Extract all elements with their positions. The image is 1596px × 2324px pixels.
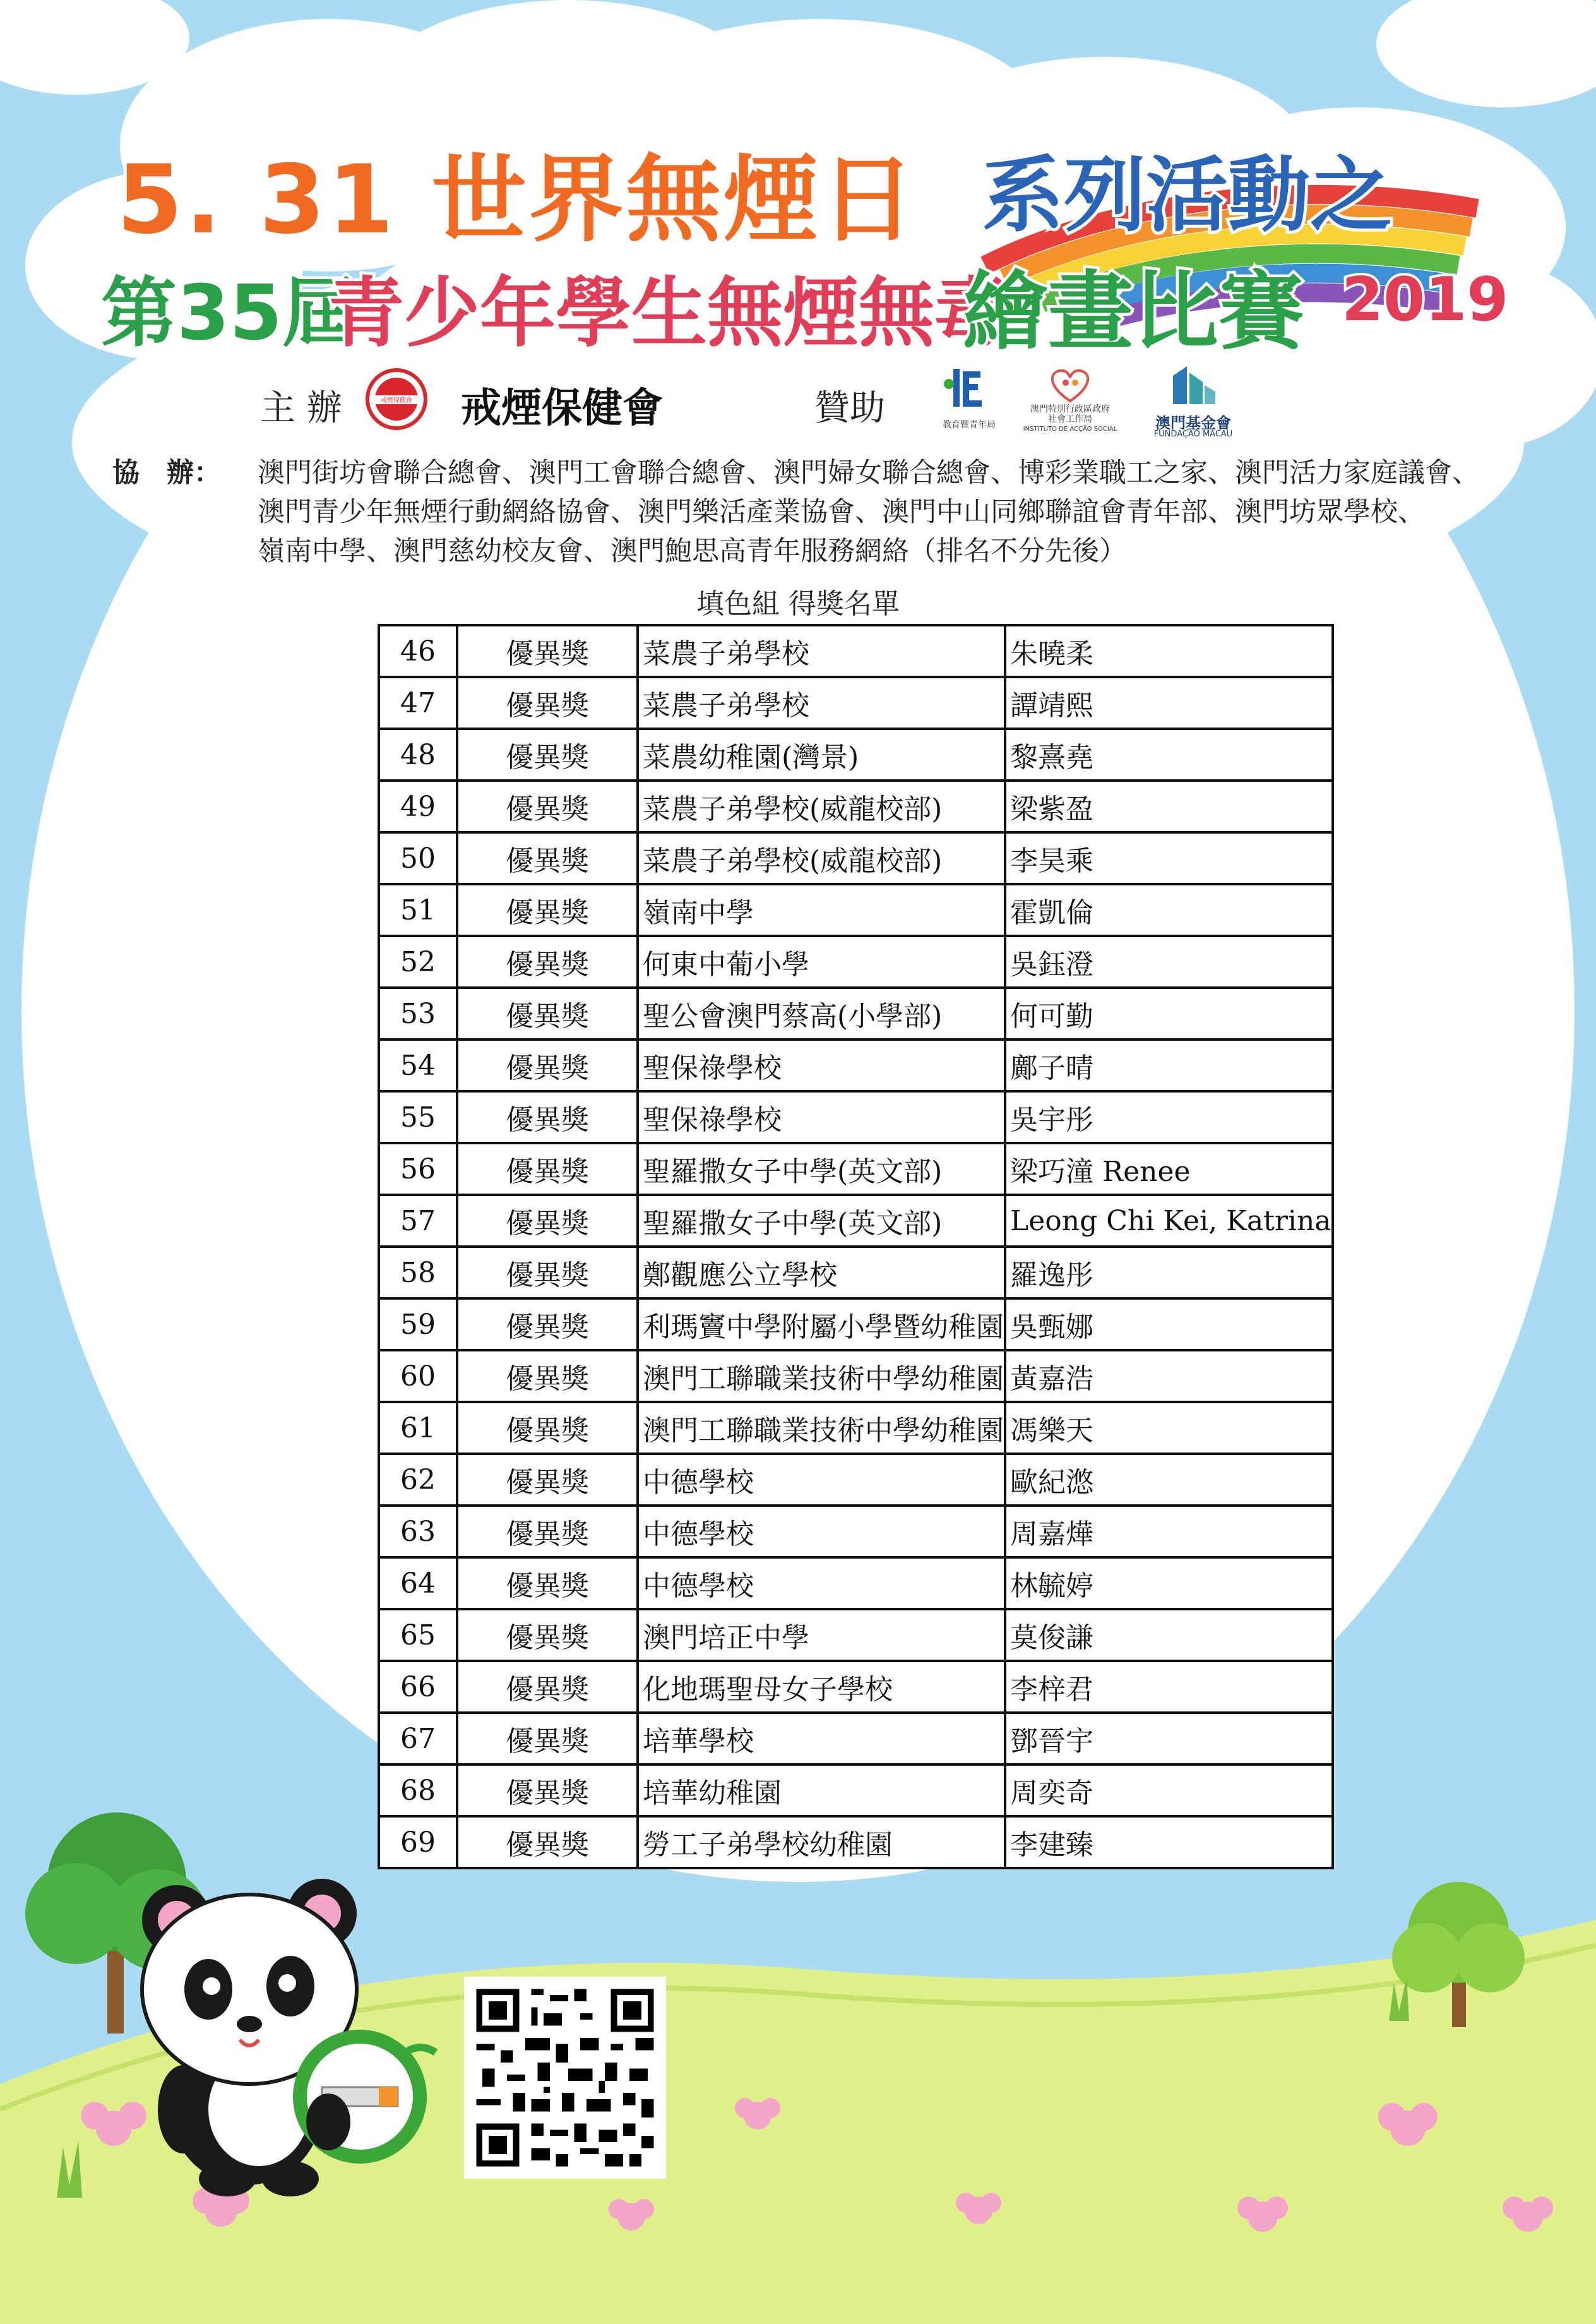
table-row [379, 1661, 1333, 1713]
award-number: 61 [379, 1402, 457, 1454]
award-level: 優異獎 [457, 1557, 638, 1609]
award-winner: 何可勤 [1005, 988, 1333, 1039]
sponsor-label: 贊助 [814, 388, 885, 429]
table-row [379, 1713, 1333, 1764]
table-row [379, 1506, 1333, 1557]
table-row [379, 625, 1333, 677]
title-series: 系列活動之 [982, 147, 1393, 243]
award-level: 優異獎 [457, 832, 638, 884]
award-number: 56 [379, 1143, 457, 1195]
host-name: 戒煙保健會 [461, 385, 663, 432]
award-number: 48 [379, 729, 457, 781]
award-number: 65 [379, 1609, 457, 1661]
award-level: 優異獎 [457, 1764, 638, 1816]
award-winner: 吳甄娜 [1005, 1298, 1333, 1350]
award-winner: 吳鈺澄 [1005, 936, 1333, 988]
award-level: 優異獎 [457, 936, 638, 988]
sponsor-fmac-logo [1168, 363, 1218, 407]
award-school: 聖保祿學校 [638, 1039, 1005, 1091]
award-level: 優異獎 [457, 1247, 638, 1298]
award-number: 68 [379, 1764, 457, 1816]
award-level: 優異獎 [457, 781, 638, 832]
award-school: 澳門培正中學 [638, 1609, 1005, 1661]
award-level: 優異獎 [457, 1609, 638, 1661]
award-winner: 霍凱倫 [1005, 884, 1333, 936]
award-school: 菜農子弟學校 [638, 677, 1005, 729]
sponsor-ias-line1: 澳門特別行政區政府 [1030, 404, 1110, 414]
table-row [379, 1350, 1333, 1402]
coorganizers-line: 澳門青少年無煙行動網絡協會、澳門樂活產業協會、澳門中山同鄉聯誼會青年部、澳門坊眾學校、 [258, 496, 1425, 528]
award-number: 67 [379, 1713, 457, 1764]
awards-table [378, 624, 1334, 1869]
awards-table-body [379, 625, 1333, 1868]
award-school: 菜農子弟學校(威龍校部) [638, 781, 1005, 832]
award-winner: 鄺子晴 [1005, 1039, 1333, 1091]
award-winner: 李建臻 [1005, 1816, 1333, 1868]
award-number: 57 [379, 1195, 457, 1247]
coorganizers-list [258, 453, 1596, 571]
award-number: 66 [379, 1661, 457, 1713]
award-level: 優異獎 [457, 1350, 638, 1402]
table-row [379, 1816, 1333, 1868]
award-school: 聖保祿學校 [638, 1091, 1005, 1143]
table-row [379, 1091, 1333, 1143]
award-number: 46 [379, 625, 457, 677]
award-school: 中德學校 [638, 1454, 1005, 1506]
award-number: 59 [379, 1298, 457, 1350]
award-level: 優異獎 [457, 1143, 638, 1195]
table-row [379, 988, 1333, 1039]
award-winner: 朱曉柔 [1005, 625, 1333, 677]
award-level: 優異獎 [457, 1039, 638, 1091]
coorganizers-line: 澳門街坊會聯合總會、澳門工會聯合總會、澳門婦女聯合總會、博彩業職工之家、澳門活力家庭議會、 [258, 457, 1479, 489]
award-winner: 馮樂天 [1005, 1402, 1333, 1454]
award-level: 優異獎 [457, 729, 638, 781]
coorganizers-label: 協 辦： [112, 457, 221, 489]
award-level: 優異獎 [457, 1091, 638, 1143]
award-winner: 黃嘉浩 [1005, 1350, 1333, 1402]
title-subtitle: 青少年學生無煙無毒 [328, 270, 1010, 357]
award-school: 培華學校 [638, 1713, 1005, 1764]
table-row [379, 729, 1333, 781]
host-label: 主 辦 [260, 388, 342, 429]
table-row [379, 1039, 1333, 1091]
award-level: 優異獎 [457, 1402, 638, 1454]
award-school: 鄭觀應公立學校 [638, 1247, 1005, 1298]
award-number: 60 [379, 1350, 457, 1402]
award-number: 69 [379, 1816, 457, 1868]
award-winner: 羅逸彤 [1005, 1247, 1333, 1298]
sponsor-ias-logo [1045, 366, 1095, 404]
coorganizers-line: 嶺南中學、澳門慈幼校友會、澳門鮑思高青年服務網絡（排名不分先後） [258, 536, 1126, 567]
award-school: 中德學校 [638, 1557, 1005, 1609]
table-row [379, 1557, 1333, 1609]
award-school: 菜農子弟學校 [638, 625, 1005, 677]
table-row [379, 1143, 1333, 1195]
award-winner: 周嘉燁 [1005, 1506, 1333, 1557]
award-level: 優異獎 [457, 1506, 638, 1557]
award-winner: 周奕奇 [1005, 1764, 1333, 1816]
award-winner: 李梓君 [1005, 1661, 1333, 1713]
table-row [379, 1454, 1333, 1506]
table-row [379, 1764, 1333, 1816]
table-row [379, 884, 1333, 936]
award-level: 優異獎 [457, 1454, 638, 1506]
sponsor-ias-text [1016, 404, 1124, 434]
award-school: 澳門工聯職業技術中學幼稚園 [638, 1350, 1005, 1402]
award-number: 54 [379, 1039, 457, 1091]
award-number: 55 [379, 1091, 457, 1143]
award-winner: 黎熹堯 [1005, 729, 1333, 781]
host-logo-text: 戒煙保健會 [381, 397, 412, 404]
award-winner: 林毓婷 [1005, 1557, 1333, 1609]
table-row [379, 1402, 1333, 1454]
award-school: 何東中葡小學 [638, 936, 1005, 988]
title-contest: 繪畫比賽 [963, 262, 1304, 361]
award-school: 菜農幼稚園(灣景) [638, 729, 1005, 781]
award-winner: 梁巧潼 Renee [1005, 1143, 1333, 1195]
award-winner: Leong Chi Kei, Katrina [1005, 1195, 1333, 1247]
panda-mascot [133, 1844, 461, 2198]
award-level: 優異獎 [457, 1713, 638, 1764]
host-logo [365, 368, 428, 431]
award-school: 培華幼稚園 [638, 1764, 1005, 1816]
table-row [379, 1609, 1333, 1661]
table-row [379, 1298, 1333, 1350]
award-winner: 吳宇彤 [1005, 1091, 1333, 1143]
award-number: 62 [379, 1454, 457, 1506]
sponsor-fmac-name: 澳門基金會 [1155, 414, 1231, 432]
award-level: 優異獎 [457, 884, 638, 936]
table-row [379, 677, 1333, 729]
award-school: 聖羅撒女子中學(英文部) [638, 1143, 1005, 1195]
award-winner: 梁紫盈 [1005, 781, 1333, 832]
award-number: 50 [379, 832, 457, 884]
qr-code[interactable] [464, 1977, 666, 2179]
award-level: 優異獎 [457, 677, 638, 729]
award-level: 優異獎 [457, 988, 638, 1039]
table-row [379, 781, 1333, 832]
award-level: 優異獎 [457, 1298, 638, 1350]
award-number: 49 [379, 781, 457, 832]
award-winner: 莫俊謙 [1005, 1609, 1333, 1661]
sponsor-ias-line3: INSTITUTO DE ACÇÃO SOCIAL [1023, 426, 1117, 433]
award-number: 47 [379, 677, 457, 729]
award-winner: 譚靖熙 [1005, 677, 1333, 729]
table-caption: 填色組 得獎名單 [696, 588, 900, 620]
award-level: 優異獎 [457, 1816, 638, 1868]
award-school: 化地瑪聖母女子學校 [638, 1661, 1005, 1713]
award-level: 優異獎 [457, 1195, 638, 1247]
award-school: 中德學校 [638, 1506, 1005, 1557]
award-school: 菜農子弟學校(威龍校部) [638, 832, 1005, 884]
award-level: 優異獎 [457, 1661, 638, 1713]
award-number: 63 [379, 1506, 457, 1557]
award-number: 58 [379, 1247, 457, 1298]
table-row [379, 1195, 1333, 1247]
award-number: 51 [379, 884, 457, 936]
award-winner: 歐紀滺 [1005, 1454, 1333, 1506]
award-number: 53 [379, 988, 457, 1039]
title-main: 5. 31 世界無煙日 [117, 145, 918, 255]
award-school: 聖公會澳門蔡高(小學部) [638, 988, 1005, 1039]
award-winner: 鄧晉宇 [1005, 1713, 1333, 1764]
award-school: 聖羅撒女子中學(英文部) [638, 1195, 1005, 1247]
table-row [379, 1247, 1333, 1298]
award-school: 利瑪竇中學附屬小學暨幼稚園 [638, 1298, 1005, 1350]
sponsor-dsedj-text: 教育暨青年局 [943, 420, 996, 430]
award-school: 嶺南中學 [638, 884, 1005, 936]
award-winner: 李昊乘 [1005, 832, 1333, 884]
award-level: 優異獎 [457, 625, 638, 677]
title-year: 2019 [1342, 265, 1509, 335]
title-edition: 第35屆 [101, 270, 358, 357]
sponsor-fmac-sub: FUNDAÇÃO MACAU [1153, 429, 1233, 439]
table-row [379, 936, 1333, 988]
sponsor-ias-line2: 社會工作局 [1048, 414, 1092, 424]
table-row [379, 832, 1333, 884]
award-number: 64 [379, 1557, 457, 1609]
award-number: 52 [379, 936, 457, 988]
award-school: 勞工子弟學校幼稚園 [638, 1816, 1005, 1868]
award-school: 澳門工聯職業技術中學幼稚園 [638, 1402, 1005, 1454]
